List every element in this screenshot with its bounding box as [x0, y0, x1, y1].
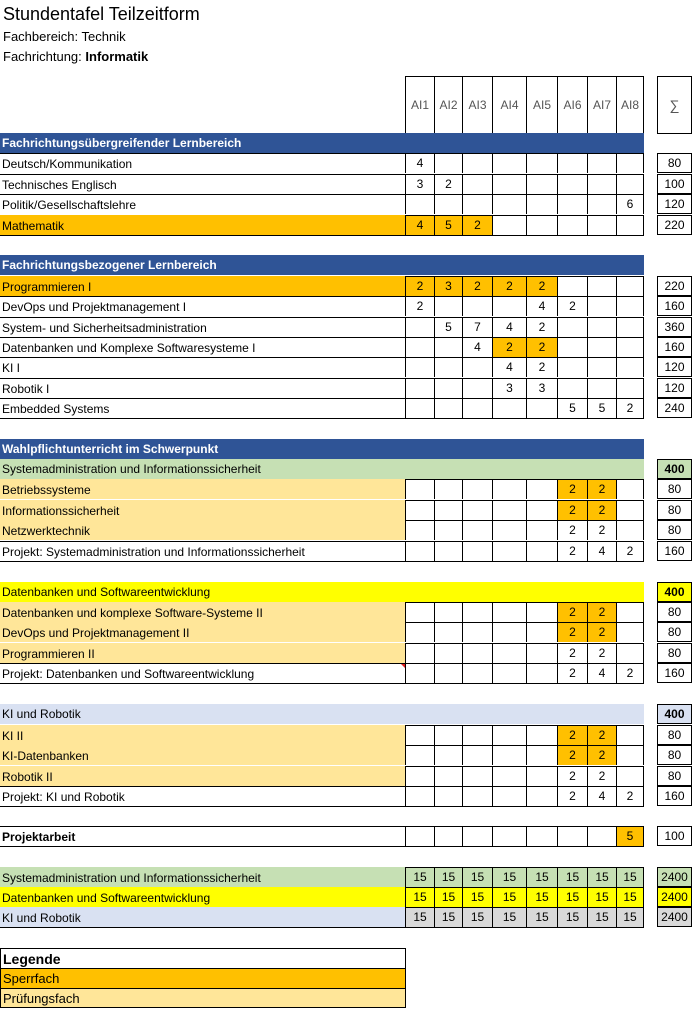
row-total: 100: [657, 826, 692, 846]
hours-cell-ai2: [434, 622, 462, 642]
subject-label: Embedded Systems: [0, 398, 405, 419]
subject-label: Netzwerktechnik: [0, 520, 405, 540]
hours-cell-ai7: 2: [587, 602, 616, 622]
row-total: 2400: [657, 887, 692, 907]
focus-area-band: Systemadministration und Informationssicherheit: [0, 459, 644, 479]
hours-cell-ai1: [405, 520, 434, 540]
hours-cell-ai8: [616, 602, 644, 622]
row-total: 160: [657, 786, 692, 806]
hours-cell-ai1: 15: [405, 887, 434, 907]
hours-cell-ai8: 2: [616, 663, 644, 684]
focus-area-band: Datenbanken und Softwareentwicklung: [0, 582, 644, 602]
hours-cell-ai2: 15: [434, 887, 462, 907]
hours-cell-ai8: 5: [616, 826, 644, 847]
hours-cell-ai8: 2: [616, 398, 644, 419]
hours-cell-ai5: [526, 826, 557, 847]
hours-cell-ai6: 2: [557, 643, 587, 663]
hours-cell-ai8: [616, 317, 644, 337]
subject-label: DevOps und Projektmanagement I: [0, 296, 405, 316]
hours-cell-ai3: [462, 296, 492, 316]
hours-cell-ai1: [405, 622, 434, 642]
hours-cell-ai3: [462, 663, 492, 684]
legend-item-sperrfach: Sperrfach: [0, 968, 406, 988]
hours-cell-ai6: 2: [557, 622, 587, 642]
hours-cell-ai3: 7: [462, 317, 492, 337]
hours-cell-ai1: 3: [405, 174, 434, 194]
hours-cell-ai1: 15: [405, 867, 434, 887]
hours-cell-ai6: 2: [557, 602, 587, 622]
subject-label: Robotik I: [0, 378, 405, 398]
hours-cell-ai8: [616, 479, 644, 499]
hours-cell-ai5: [526, 745, 557, 765]
subject-label: Datenbanken und Komplexe Softwaresysteme I: [0, 337, 405, 357]
hours-cell-ai7: 4: [587, 541, 616, 562]
hours-cell-ai7: 2: [587, 643, 616, 663]
hours-cell-ai1: [405, 643, 434, 663]
hours-cell-ai8: 6: [616, 194, 644, 214]
fachrichtung-line: [3, 49, 148, 65]
hours-cell-ai4: [492, 622, 526, 642]
hours-cell-ai5: [526, 541, 557, 562]
hours-cell-ai3: [462, 622, 492, 642]
hours-cell-ai1: [405, 398, 434, 419]
hours-cell-ai1: [405, 194, 434, 214]
hours-cell-ai5: [526, 766, 557, 786]
hours-cell-ai1: [405, 766, 434, 786]
hours-cell-ai4: [492, 826, 526, 847]
legend: [0, 948, 406, 1008]
hours-cell-ai4: 15: [492, 887, 526, 907]
row-total: 160: [657, 663, 692, 683]
hours-cell-ai7: 2: [587, 520, 616, 540]
hours-cell-ai4: [492, 174, 526, 194]
subject-label: Betriebssysteme: [0, 479, 405, 499]
fachbereich-line: [3, 29, 126, 45]
page-title: Stundentafel Teilzeitform: [3, 4, 200, 24]
hours-cell-ai8: [616, 378, 644, 398]
focus-area-band: KI und Robotik: [0, 704, 644, 724]
fachbereich-label: Fachbereich:: [3, 29, 79, 44]
hours-cell-ai7: [587, 194, 616, 214]
hours-cell-ai4: [492, 602, 526, 622]
hours-cell-ai4: [492, 500, 526, 520]
hours-cell-ai2: 15: [434, 867, 462, 887]
hours-cell-ai1: [405, 317, 434, 337]
hours-cell-ai2: [434, 541, 462, 562]
hours-cell-ai5: 4: [526, 296, 557, 316]
hours-cell-ai6: 15: [557, 887, 587, 907]
row-total: 220: [657, 276, 692, 296]
hours-cell-ai3: 4: [462, 337, 492, 357]
hours-cell-ai3: [462, 766, 492, 786]
hours-cell-ai3: [462, 786, 492, 807]
hours-cell-ai6: [557, 215, 587, 236]
hours-cell-ai8: [616, 357, 644, 377]
hours-cell-ai6: [557, 174, 587, 194]
column-header-ai2: AI2: [434, 76, 462, 134]
hours-cell-ai4: 4: [492, 317, 526, 337]
row-total: 100: [657, 174, 692, 194]
hours-cell-ai7: [587, 296, 616, 316]
hours-cell-ai5: 2: [526, 337, 557, 357]
hours-cell-ai4: [492, 766, 526, 786]
hours-cell-ai4: [492, 398, 526, 419]
hours-cell-ai1: [405, 602, 434, 622]
subject-label: KI-Datenbanken: [0, 745, 405, 765]
hours-cell-ai6: [557, 378, 587, 398]
fachbereich-value: Technik: [81, 29, 126, 44]
subject-label: Technisches Englisch: [0, 174, 405, 194]
hours-cell-ai3: [462, 357, 492, 377]
hours-cell-ai6: [557, 153, 587, 173]
hours-cell-ai2: [434, 786, 462, 807]
subject-label: Datenbanken und komplexe Software-Systeme II: [0, 602, 405, 622]
hours-cell-ai2: [434, 500, 462, 520]
hours-cell-ai2: 3: [434, 276, 462, 296]
hours-cell-ai5: 15: [526, 907, 557, 928]
hours-cell-ai7: 4: [587, 663, 616, 684]
hours-cell-ai3: 15: [462, 887, 492, 907]
row-total: 80: [657, 766, 692, 786]
subject-label: KI II: [0, 725, 405, 745]
hours-cell-ai6: 2: [557, 663, 587, 684]
row-total: 220: [657, 215, 692, 235]
row-total: 400: [657, 459, 692, 479]
subject-label: System- und Sicherheitsadministration: [0, 317, 405, 337]
hours-cell-ai4: 2: [492, 276, 526, 296]
hours-cell-ai6: 2: [557, 541, 587, 562]
subject-label: Programmieren I: [0, 276, 405, 296]
hours-cell-ai6: 5: [557, 398, 587, 419]
column-header-ai4: AI4: [492, 76, 526, 134]
hours-cell-ai7: 2: [587, 479, 616, 499]
hours-cell-ai2: 15: [434, 907, 462, 928]
hours-cell-ai7: 2: [587, 745, 616, 765]
hours-cell-ai2: [434, 153, 462, 173]
hours-cell-ai2: [434, 520, 462, 540]
hours-cell-ai3: [462, 643, 492, 663]
row-total: 80: [657, 745, 692, 765]
hours-cell-ai2: [434, 643, 462, 663]
hours-cell-ai5: [526, 174, 557, 194]
sum-column-header: ∑: [657, 76, 692, 134]
hours-cell-ai7: 15: [587, 887, 616, 907]
hours-cell-ai3: [462, 378, 492, 398]
hours-cell-ai3: [462, 520, 492, 540]
hours-cell-ai3: 2: [462, 215, 492, 236]
hours-cell-ai3: [462, 541, 492, 562]
hours-cell-ai7: [587, 826, 616, 847]
hours-cell-ai5: [526, 153, 557, 173]
hours-cell-ai6: [557, 357, 587, 377]
hours-cell-ai6: 2: [557, 520, 587, 540]
hours-cell-ai3: [462, 194, 492, 214]
hours-cell-ai4: [492, 215, 526, 236]
column-header-ai6: AI6: [557, 76, 587, 134]
hours-cell-ai2: [434, 663, 462, 684]
row-total: 120: [657, 194, 692, 214]
hours-cell-ai2: [434, 725, 462, 745]
hours-cell-ai2: [434, 826, 462, 847]
hours-cell-ai4: 4: [492, 357, 526, 377]
hours-cell-ai5: [526, 725, 557, 745]
hours-cell-ai4: [492, 479, 526, 499]
subject-label: Robotik II: [0, 766, 405, 786]
hours-cell-ai6: 2: [557, 296, 587, 316]
hours-cell-ai4: [492, 194, 526, 214]
row-total: 80: [657, 622, 692, 642]
hours-cell-ai7: [587, 276, 616, 296]
hours-cell-ai7: [587, 174, 616, 194]
row-total: 360: [657, 317, 692, 337]
hours-cell-ai6: 2: [557, 500, 587, 520]
row-total: 160: [657, 296, 692, 316]
hours-cell-ai3: [462, 602, 492, 622]
column-header-ai8: AI8: [616, 76, 644, 134]
subject-label: Projekt: Systemadministration und Informationssicherheit: [0, 541, 405, 562]
hours-cell-ai6: 2: [557, 725, 587, 745]
hours-cell-ai1: [405, 378, 434, 398]
hours-cell-ai2: 5: [434, 317, 462, 337]
hours-cell-ai5: 15: [526, 867, 557, 887]
hours-cell-ai3: [462, 826, 492, 847]
subject-label: Projekt: Datenbanken und Softwareentwicklung: [0, 663, 405, 684]
hours-cell-ai1: [405, 500, 434, 520]
hours-cell-ai3: [462, 745, 492, 765]
hours-cell-ai8: [616, 337, 644, 357]
hours-cell-ai6: [557, 826, 587, 847]
hours-cell-ai8: [616, 500, 644, 520]
hours-cell-ai5: [526, 398, 557, 419]
hours-cell-ai8: [616, 622, 644, 642]
hours-cell-ai3: [462, 174, 492, 194]
hours-cell-ai7: 15: [587, 867, 616, 887]
hours-cell-ai1: 4: [405, 153, 434, 173]
row-total: 2400: [657, 867, 692, 887]
section-header: Wahlpflichtunterricht im Schwerpunkt: [0, 439, 644, 459]
hours-cell-ai1: [405, 357, 434, 377]
hours-cell-ai4: [492, 725, 526, 745]
hours-cell-ai1: [405, 725, 434, 745]
hours-cell-ai2: [434, 378, 462, 398]
hours-cell-ai4: [492, 786, 526, 807]
hours-cell-ai2: [434, 398, 462, 419]
hours-cell-ai4: [492, 745, 526, 765]
subject-label: Systemadministration und Informationssicherheit: [0, 867, 405, 887]
hours-cell-ai4: 2: [492, 337, 526, 357]
subject-label: Politik/Gesellschaftslehre: [0, 194, 405, 214]
subject-label: KI I: [0, 357, 405, 377]
section-header: Fachrichtungsbezogener Lernbereich: [0, 255, 644, 275]
hours-cell-ai2: [434, 296, 462, 316]
hours-cell-ai1: 2: [405, 276, 434, 296]
hours-cell-ai1: [405, 786, 434, 807]
column-header-ai3: AI3: [462, 76, 492, 134]
hours-cell-ai6: [557, 317, 587, 337]
hours-cell-ai1: 4: [405, 215, 434, 236]
hours-cell-ai4: [492, 520, 526, 540]
row-total: 80: [657, 602, 692, 622]
hours-cell-ai5: [526, 602, 557, 622]
hours-cell-ai6: [557, 337, 587, 357]
hours-cell-ai4: 15: [492, 907, 526, 928]
hours-cell-ai5: [526, 520, 557, 540]
hours-cell-ai8: [616, 296, 644, 316]
hours-cell-ai4: [492, 663, 526, 684]
hours-cell-ai7: 5: [587, 398, 616, 419]
row-total: 2400: [657, 907, 692, 927]
row-total: 240: [657, 398, 692, 418]
row-total: 80: [657, 725, 692, 745]
hours-cell-ai6: 15: [557, 867, 587, 887]
subject-label: Informationssicherheit: [0, 500, 405, 520]
hours-cell-ai4: [492, 541, 526, 562]
hours-cell-ai5: 2: [526, 276, 557, 296]
hours-cell-ai8: 15: [616, 907, 644, 928]
row-total: 120: [657, 357, 692, 377]
hours-cell-ai3: 15: [462, 867, 492, 887]
column-header-ai1: AI1: [405, 76, 434, 134]
hours-cell-ai5: 3: [526, 378, 557, 398]
hours-cell-ai4: [492, 153, 526, 173]
row-total: 80: [657, 500, 692, 520]
hours-cell-ai1: 15: [405, 907, 434, 928]
hours-cell-ai1: [405, 745, 434, 765]
hours-cell-ai8: [616, 153, 644, 173]
hours-cell-ai2: [434, 357, 462, 377]
hours-cell-ai2: 2: [434, 174, 462, 194]
hours-cell-ai8: [616, 276, 644, 296]
hours-cell-ai7: 15: [587, 907, 616, 928]
hours-cell-ai5: [526, 663, 557, 684]
hours-cell-ai7: 4: [587, 786, 616, 807]
hours-cell-ai2: [434, 337, 462, 357]
row-total: 80: [657, 643, 692, 663]
hours-cell-ai3: 2: [462, 276, 492, 296]
hours-cell-ai5: [526, 479, 557, 499]
subject-label: Datenbanken und Softwareentwicklung: [0, 887, 405, 907]
subject-label: DevOps und Projektmanagement II: [0, 622, 405, 642]
hours-cell-ai7: [587, 215, 616, 236]
row-total: 120: [657, 378, 692, 398]
hours-cell-ai1: [405, 826, 434, 847]
hours-cell-ai8: [616, 766, 644, 786]
hours-cell-ai5: 2: [526, 357, 557, 377]
subject-label: Programmieren II: [0, 643, 405, 663]
hours-cell-ai3: [462, 500, 492, 520]
hours-cell-ai8: [616, 520, 644, 540]
hours-cell-ai5: [526, 643, 557, 663]
legend-title: Legende: [0, 948, 406, 968]
hours-cell-ai6: 2: [557, 479, 587, 499]
hours-cell-ai8: 15: [616, 867, 644, 887]
hours-cell-ai2: 5: [434, 215, 462, 236]
section-header: Fachrichtungsübergreifender Lernbereich: [0, 133, 644, 153]
hours-cell-ai5: 2: [526, 317, 557, 337]
hours-cell-ai4: 15: [492, 867, 526, 887]
hours-cell-ai3: [462, 479, 492, 499]
hours-cell-ai8: 2: [616, 541, 644, 562]
hours-cell-ai7: 2: [587, 500, 616, 520]
row-total: 160: [657, 337, 692, 357]
hours-cell-ai4: 3: [492, 378, 526, 398]
column-header-ai5: AI5: [526, 76, 557, 134]
hours-cell-ai4: [492, 296, 526, 316]
hours-cell-ai7: [587, 378, 616, 398]
hours-cell-ai2: [434, 766, 462, 786]
hours-cell-ai8: 15: [616, 887, 644, 907]
hours-cell-ai8: [616, 725, 644, 745]
subject-label: KI und Robotik: [0, 907, 405, 928]
hours-cell-ai2: [434, 602, 462, 622]
hours-cell-ai1: 2: [405, 296, 434, 316]
hours-cell-ai6: [557, 276, 587, 296]
hours-cell-ai5: [526, 622, 557, 642]
fachrichtung-value: Informatik: [85, 49, 149, 64]
hours-cell-ai3: 15: [462, 907, 492, 928]
hours-cell-ai6: 2: [557, 766, 587, 786]
hours-cell-ai5: [526, 215, 557, 236]
hours-cell-ai8: [616, 215, 644, 236]
hours-cell-ai7: 2: [587, 766, 616, 786]
hours-cell-ai3: [462, 153, 492, 173]
legend-item-pruefungsfach: Prüfungsfach: [0, 988, 406, 1008]
hours-cell-ai1: [405, 479, 434, 499]
row-total: 400: [657, 582, 692, 602]
hours-cell-ai5: [526, 194, 557, 214]
hours-cell-ai7: [587, 317, 616, 337]
hours-cell-ai7: [587, 337, 616, 357]
hours-cell-ai7: 2: [587, 622, 616, 642]
fachrichtung-label: Fachrichtung:: [3, 49, 82, 64]
hours-cell-ai2: [434, 479, 462, 499]
subject-label: Projektarbeit: [0, 826, 405, 847]
row-total: 80: [657, 153, 692, 173]
hours-cell-ai3: [462, 725, 492, 745]
row-total: 80: [657, 479, 692, 499]
hours-cell-ai5: [526, 500, 557, 520]
hours-cell-ai5: [526, 786, 557, 807]
hours-cell-ai8: [616, 643, 644, 663]
hours-cell-ai5: 15: [526, 887, 557, 907]
hours-cell-ai1: [405, 337, 434, 357]
hours-cell-ai8: [616, 745, 644, 765]
subject-label: Deutsch/Kommunikation: [0, 153, 405, 173]
hours-cell-ai7: [587, 153, 616, 173]
hours-cell-ai6: 2: [557, 745, 587, 765]
hours-cell-ai1: [405, 663, 434, 684]
subject-label: Projekt: KI und Robotik: [0, 786, 405, 807]
row-total: 160: [657, 541, 692, 561]
hours-cell-ai7: [587, 357, 616, 377]
hours-cell-ai2: [434, 745, 462, 765]
hours-cell-ai1: [405, 541, 434, 562]
row-total: 400: [657, 704, 692, 724]
hours-cell-ai8: [616, 174, 644, 194]
hours-cell-ai8: 2: [616, 786, 644, 807]
column-header-ai7: AI7: [587, 76, 616, 134]
hours-cell-ai2: [434, 194, 462, 214]
hours-cell-ai4: [492, 643, 526, 663]
hours-cell-ai6: 15: [557, 907, 587, 928]
hours-cell-ai6: 2: [557, 786, 587, 807]
subject-label: Mathematik: [0, 215, 405, 236]
hours-cell-ai3: [462, 398, 492, 419]
hours-cell-ai6: [557, 194, 587, 214]
row-total: 80: [657, 520, 692, 540]
hours-cell-ai7: 2: [587, 725, 616, 745]
